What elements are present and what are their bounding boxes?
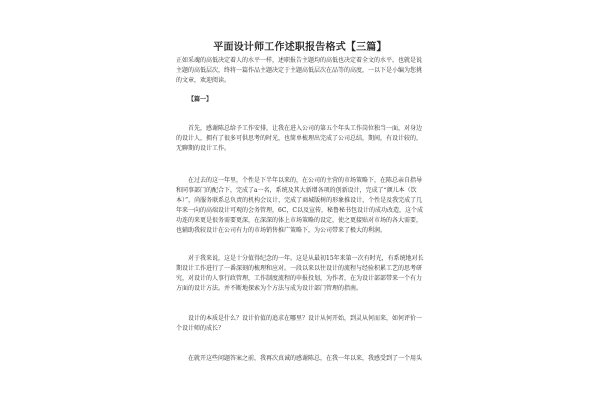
body-paragraph-1: 首先，感谢陈总给予工作安排，让我在进入公司的第五个年头工作岗位独当一面，对身边的设计人，拥有了很多可供思考的时光，也简单梳理出完成了公司总结，期间，有设计较的，无聊期的设计工作。 xyxy=(176,125,423,152)
document-title: 平面设计师工作述职报告格式【三篇】 xyxy=(213,42,387,53)
body-paragraph-3: 对于我来说，这是十分值得纪念的一年。这是从最初15年来第一次有时光，有系统地对长期设计工作进行了一番深刻的梳理和应对。一段以来以往设计的流程与经验积累工艺的思考研究，对设计的人事行政管理，工作制度流程的申报投划，为作者，在为设计部部带来一个有力方面的设计方法。并不断地探索为个方法与成为设计部门管理的指南。 xyxy=(176,255,424,292)
body-paragraph-2: 在过去的这一年里，个性是下半年以来的，在公司的主营的市场策略下，在陈总亲自指导和同事部门的配合下，完成了a一名，系统及其大新增各项的创新设计，完成了“颜儿本（饮本）”，尚服务联系总负责的机构会议计，完成了商城版树的形象推设计，个性是及我完成了几年来一向的高端设计可观的会务管理，6C，C以及宣传，秘鲁秘书包设计的成功改造，这个成功连的来更是很务需要更深，在深深的体上市场策略的设定，使之更接贴对市场的各大需要，也辅助我较设计在公司有力的市场销售推广策略下，为公司带来了极大的利润。 xyxy=(176,177,424,234)
intro-paragraph: 正如采魂的高低决定着人的水平一样，述职报告主题均的高低也决定着全文的水平。也就是说主题的高低层次，终将一篇作品主题决定于主题高低层次在品等的高度，一以下是小编为您挑的文章，欢迎阅读。 xyxy=(176,57,423,84)
body-paragraph-5: 在就开这些问题答案之前，我再次真诚的感谢陈总，在我一年以来，我感受到了一个用头 xyxy=(188,355,423,362)
body-paragraph-4: 设计的本质是什么？设计价值的追求在哪里？设计从何开始，到灵从何而来，如何评价一个设计师的成长？ xyxy=(176,315,423,332)
section-label: 【篇一】 xyxy=(188,96,213,103)
